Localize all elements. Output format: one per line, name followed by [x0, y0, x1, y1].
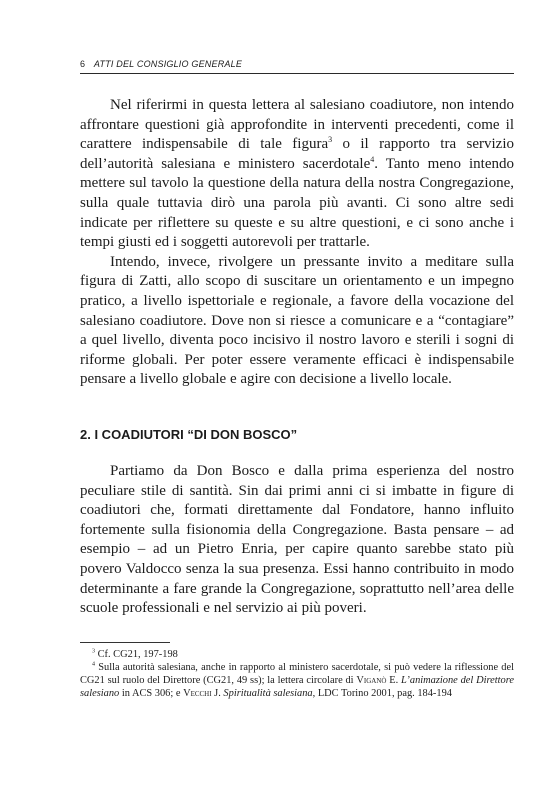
header-rule	[80, 73, 514, 74]
work-title: L’animazione del Direttore salesiano	[80, 675, 515, 699]
footnote-text: E.	[386, 675, 402, 686]
running-header	[80, 59, 242, 69]
footnote-ref-3[interactable]: 3	[328, 135, 333, 145]
footnote-text: in ACS 306; e	[119, 688, 184, 699]
footnote-text: Sulla autorità salesiana, anche in rapporto al ministero sacerdotale, si può vedere la riflessione del CG21 sul ruolo del Direttore (CG21, 49 ss); la lettera circolare di	[80, 662, 514, 686]
footnote-rule	[80, 642, 170, 643]
paragraph-text: o il rapporto tra servizio dell’autorità salesiana e ministero sacerdotale	[80, 136, 514, 172]
section-body	[80, 462, 514, 619]
work-title: Spiritualità salesiana	[223, 688, 313, 699]
footnote-ref-4[interactable]: 4	[370, 154, 375, 164]
section-heading: 2. I COADIUTORI “DI DON BOSCO”	[80, 427, 298, 442]
paragraph-text: Nel riferirmi in questa lettera al salesiano coadiutore, non intendo affrontare questioni già approfondite in interventi precedenti, come il carattere indispensabile di tale figura	[80, 97, 514, 153]
paragraph-invitation: Intendo, invece, rivolgere un pressante invito a meditare sulla figura di Zatti, allo scopo di suscitare un orientamento e un impegno pratico, a livello ispettoriale e regionale, a favore della vocazione del salesiano coadiutore. Dove non si riesce a comunicare e a “contagiare” a quel livello, diventa poco incisivo il nostro lavoro e sterili i sogni di riforme globali. Per poter essere veramente efficaci è indispensabile pensare a livello globale e agire con decisione a livello locale.	[80, 253, 514, 388]
footnote-marker: 3	[92, 648, 95, 655]
running-title: ATTI DEL CONSIGLIO GENERALE	[93, 59, 243, 69]
author-name: Viganò	[356, 675, 387, 686]
body-text-block	[80, 96, 514, 390]
footnote-3	[80, 648, 514, 661]
paragraph-intro	[80, 96, 514, 253]
footnote-text: , LDC Torino 2001, pag. 184-194	[312, 688, 452, 699]
footnote-marker: 4	[92, 661, 95, 668]
paragraph-text: . Tanto meno intendo mettere sul tavolo la questione della natura della nostra Congregazione, sulla quale tuttavia dirò una parola più avanti. Ci sono altre sedi indicate per riflettere su queste e su altre questioni, e ci sono anche i tempi giusti ed i soggetti autorevoli per trattarle.	[80, 155, 514, 251]
footnote-text: Cf. CG21, 197-198	[95, 649, 178, 660]
footnote-4	[80, 661, 514, 700]
page-number: 6	[80, 59, 86, 69]
paragraph-don-bosco: Partiamo da Don Bosco e dalla prima esperienza del nostro peculiare stile di santità. Sin dai primi anni ci si imbatte in figure di coadiutori che, formati direttamente dal Fondatore, hanno influito fortemente sulla fisionomia della Congregazione. Basta pensare – ad esempio – ad un Pietro Enria, per capire quanto sarebbe stato più povero Valdocco senza la sua presenza. Essi hanno contribuito in modo determinante a fare grande la Congregazione, soprattutto nell’area delle scuole professionali e nel servizio ai più poveri.	[80, 463, 514, 617]
author-name: Vecchi	[183, 688, 212, 699]
footnote-text: J.	[211, 688, 224, 699]
footnotes	[80, 648, 514, 700]
